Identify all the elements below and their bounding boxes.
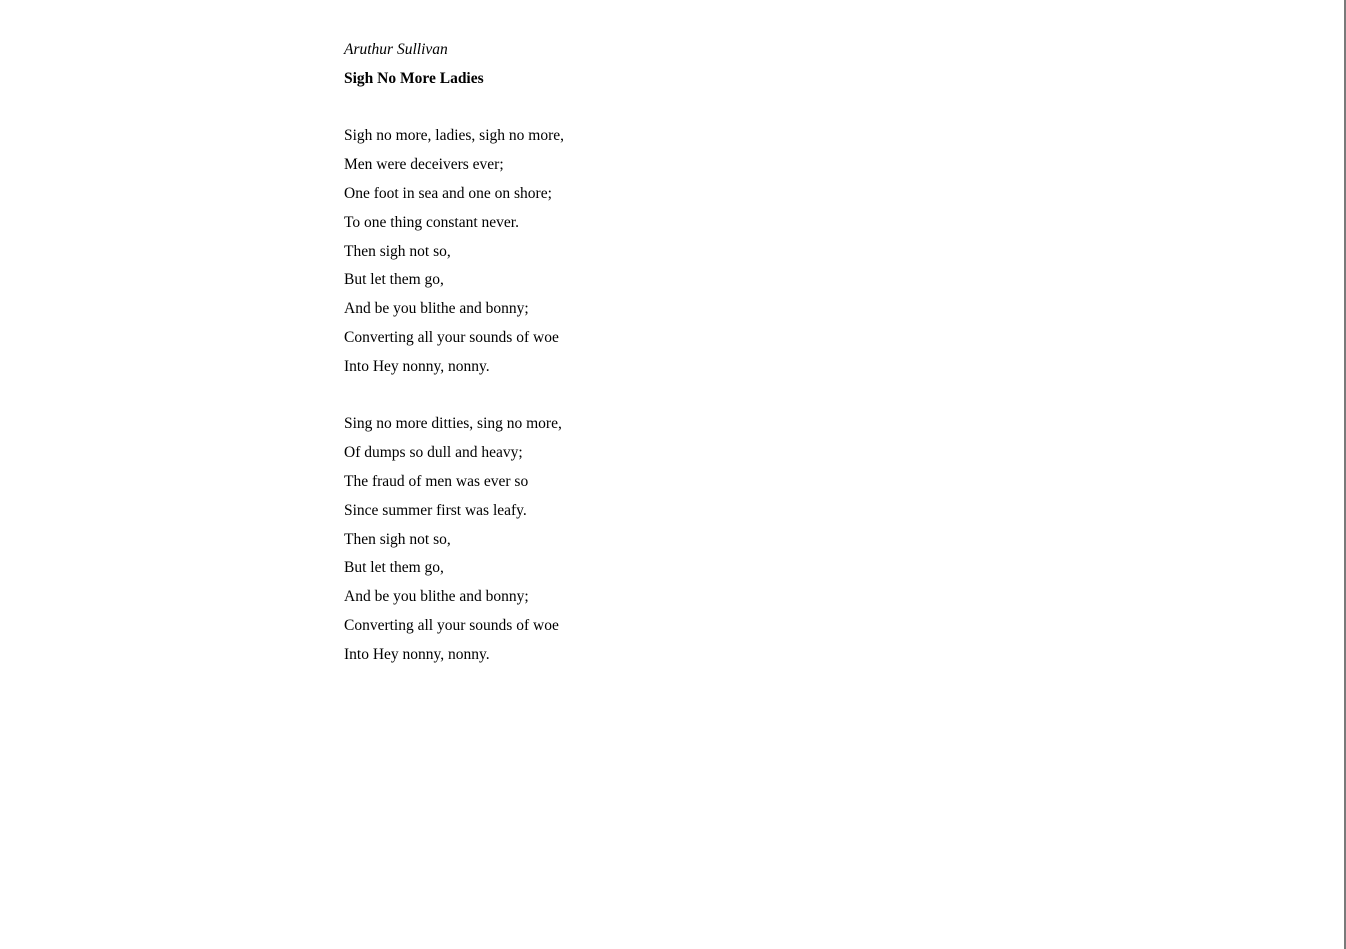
stanza-1: [344, 122, 1044, 381]
poem-line: Into Hey nonny, nonny.: [344, 645, 490, 663]
poem-author: Aruthur Sullivan: [344, 41, 448, 58]
poem-line: Sing no more ditties, sing no more,: [344, 415, 562, 433]
poem-title: Sigh No More Ladies: [344, 69, 484, 87]
poem-line: Sigh no more, ladies, sigh no more,: [344, 127, 564, 145]
poem-line: Of dumps so dull and heavy;: [344, 444, 523, 462]
poem-document: [344, 36, 1044, 670]
poem-line: Then sigh not so,: [344, 242, 451, 260]
poem-line: Converting all your sounds of woe: [344, 616, 559, 634]
poem-line: One foot in sea and one on shore;: [344, 184, 552, 202]
poem-line: Then sigh not so,: [344, 530, 451, 548]
poem-line: Into Hey nonny, nonny.: [344, 357, 490, 375]
poem-line: Since summer first was leafy.: [344, 501, 527, 519]
poem-line: To one thing constant never.: [344, 213, 519, 231]
stanza-2: [344, 410, 1044, 669]
poem-line: And be you blithe and bonny;: [344, 300, 529, 318]
poem-line: Men were deceivers ever;: [344, 156, 504, 174]
poem-line: And be you blithe and bonny;: [344, 588, 529, 606]
poem-line: But let them go,: [344, 559, 444, 577]
poem-line: Converting all your sounds of woe: [344, 328, 559, 346]
poem-line: The fraud of men was ever so: [344, 472, 529, 490]
poem-line: But let them go,: [344, 271, 444, 289]
